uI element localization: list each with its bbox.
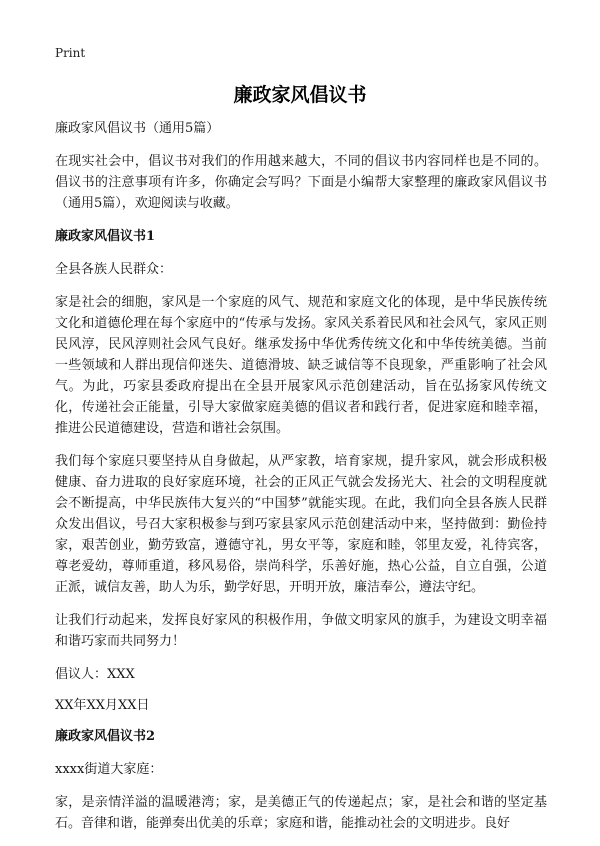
section-heading: 廉政家风倡议书2 <box>55 729 156 744</box>
body-paragraph: 让我们行动起来，发挥良好家风的积极作用，争做文明家风的旗手，为建设文明幸福和谐巧家而共同努力！ <box>55 613 547 649</box>
body-paragraph: 我们每个家庭只要坚持从自身做起，从严家教，培育家规，提升家风，就会形成积极健康、奋力进取的良好家庭环境，社会的正风正气就会发扬光大、社会的文明程度就会不断提高，中华民族伟大复兴的“中国梦”就能实现。在此，我们向全县各族人民群众发出倡议，号召大家积极参与到巧家县家风示范创建活动中来，坚持做到：勤俭持家，艰苦创业，勤劳致富，遵德守礼，男女平等，家庭和睦，邻里友爱，礼待宾客，尊老爱幼，尊师重道，移风易俗，崇尚科学，乐善好施，热心公益，自立自强，公道正派，诚信友善，助人为乐，勤学好思，开明开放，廉洁奉公，遵法守纪。 <box>55 454 547 595</box>
print-label[interactable]: Print <box>55 46 86 60</box>
section-heading: 廉政家风倡议书1 <box>55 229 156 244</box>
body-paragraph: 家是社会的细胞，家风是一个家庭的风气、规范和家庭文化的体现，是中华民族传统文化和道德伦理在每个家庭中的“传承与发扬。家风关系着民风和社会风气，家风正则民风淳，民风淳则社会风气良好。继承发扬中华优秀传统文化和中华传统美德。当前一些领域和人群出现信仰迷失、道德滑坡、缺乏诚信等不良现象，严重影响了社会风气。为此，巧家县委政府提出在全县开展家风示范创建活动，旨在弘扬家风传统文化，传递社会正能量，引导大家做家庭美德的倡议者和践行者，促进家庭和睦幸福，推进公民道德建设，营造和谐社会氛围。 <box>55 295 547 436</box>
document-title: 廉政家风倡议书 <box>233 84 367 106</box>
salutation: xxxx街道大家庭： <box>55 762 163 777</box>
body-paragraph: 家，是亲情洋溢的温暖港湾；家，是美德正气的传递起点；家，是社会和谐的坚定基石。音律和谐，能弹奏出优美的乐章；家庭和谐，能推动社会的文明进步。良好 <box>55 795 547 831</box>
document-body <box>55 118 547 846</box>
proposer-signature: 倡议人：XXX <box>55 667 135 682</box>
signature-date: XX年XX月XX日 <box>55 698 150 713</box>
intro-paragraph: 在现实社会中，倡议书对我们的作用越来越大，不同的倡议书内容同样也是不同的。倡议书的注意事项有许多，你确定会写吗？下面是小编帮大家整理的廉政家风倡议书（通用5篇），欢迎阅读与收藏。 <box>55 154 547 211</box>
document-subtitle: 廉政家风倡议书（通用5篇） <box>55 121 220 136</box>
salutation: 全县各族人民群众： <box>55 262 173 277</box>
